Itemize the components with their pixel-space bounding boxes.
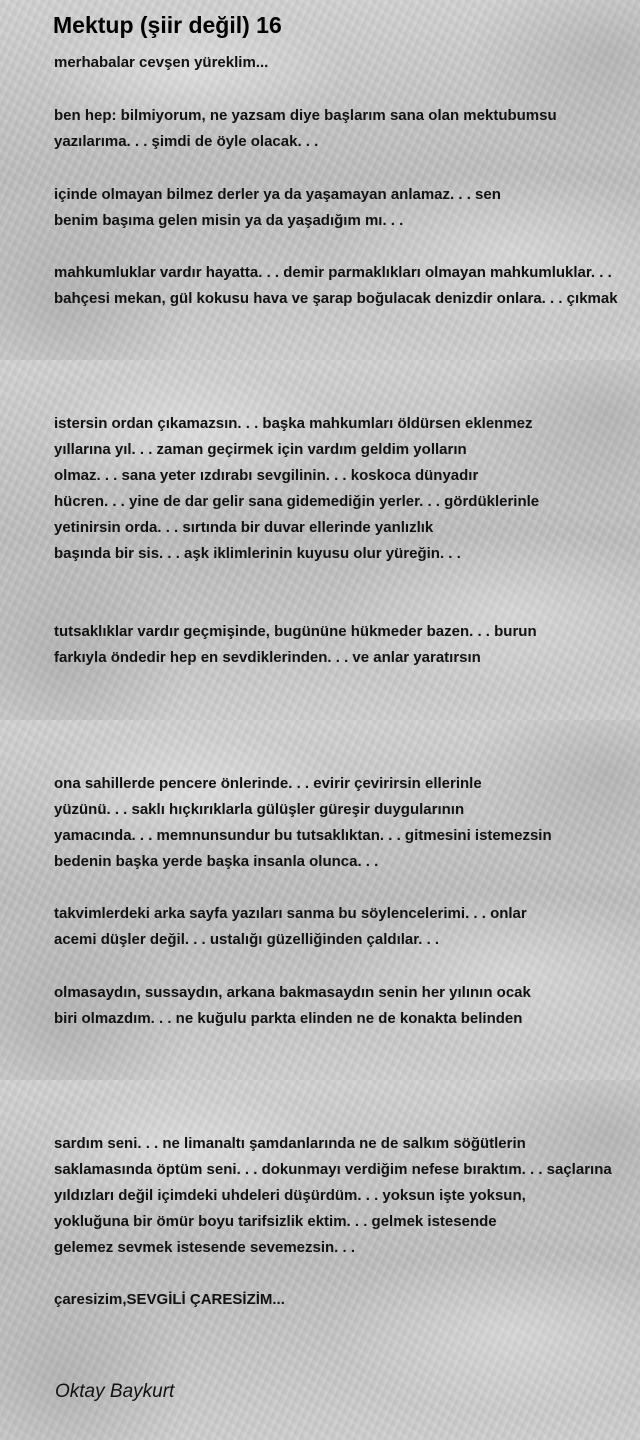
poem-line: bahçesi mekan, gül kokusu hava ve şarap boğulacak denizdir onlara. . . çıkmak: [54, 290, 618, 307]
poem-line: istersin ordan çıkamazsın. . . başka mahkumları öldürsen eklenmez: [54, 415, 533, 432]
author-name: Oktay Baykurt: [55, 1381, 175, 1402]
poem-line: ona sahillerde pencere önlerinde. . . evirir çevirirsin ellerinle: [54, 775, 482, 792]
poem-line: başında bir sis. . . aşk iklimlerinin kuyusu olur yüreğin. . .: [54, 545, 461, 562]
poem-line: tutsaklıklar vardır geçmişinde, bugününe hükmeder bazen. . . burun: [54, 623, 537, 640]
poem-line: biri olmazdım. . . ne kuğulu parkta elinden ne de konakta belinden: [54, 1010, 523, 1027]
poem-line: bedenin başka yerde başka insanla olunca. . .: [54, 853, 379, 870]
poem-line: yıldızları değil içimdeki uhdeleri düşürdüm. . . yoksun işte yoksun,: [54, 1187, 526, 1204]
poem-line: farkıyla öndedir hep en sevdiklerinden. . . ve anlar yaratırsın: [54, 649, 481, 666]
poem-title: Mektup (şiir değil) 16: [53, 12, 282, 38]
poem-line: içinde olmayan bilmez derler ya da yaşamayan anlamaz. . . sen: [54, 186, 501, 203]
poem-line: yetinirsin orda. . . sırtında bir duvar ellerinde yanlızlık: [54, 519, 434, 536]
poem-line: ben hep: bilmiyorum, ne yazsam diye başlarım sana olan mektubumsu: [54, 107, 557, 124]
poem-line: yazılarıma. . . şimdi de öyle olacak. . .: [54, 133, 319, 150]
poem-line: olmasaydın, sussaydın, arkana bakmasaydın senin her yılının ocak: [54, 984, 531, 1001]
poem-line: olmaz. . . sana yeter ızdırabı sevgilinin. . . koskoca dünyadır: [54, 467, 479, 484]
poem-line: hücren. . . yine de dar gelir sana gidemediğin yerler. . . gördüklerinle: [54, 493, 540, 510]
poem-line: yokluğuna bir ömür boyu tarifsizlik ektim. . . gelmek istesende: [54, 1213, 497, 1230]
poem-line: acemi düşler değil. . . ustalığı güzelliğinden çaldılar. . .: [54, 931, 440, 948]
poem-line: takvimlerdeki arka sayfa yazıları sanma bu söylencelerimi. . . onlar: [54, 905, 527, 922]
poem-line: mahkumluklar vardır hayatta. . . demir parmaklıkları olmayan mahkumluklar. . .: [54, 264, 612, 281]
poem-line: benim başıma gelen misin ya da yaşadığım mı. . .: [54, 212, 404, 229]
poem-line: merhabalar cevşen yüreklim...: [54, 54, 269, 71]
poem-line: çaresizim,SEVGİLİ ÇARESİZİM...: [54, 1291, 285, 1308]
poem-line: yıllarına yıl. . . zaman geçirmek için vardım geldim yolların: [54, 441, 467, 458]
poem-line: yamacında. . . memnunsundur bu tutsaklıktan. . . gitmesini istemezsin: [54, 827, 552, 844]
poem-line: saklamasında öptüm seni. . . dokunmayı verdiğim nefese bıraktım. . . saçlarına: [54, 1161, 612, 1178]
poem-line: yüzünü. . . saklı hıçkırıklarla gülüşler güreşir duygularının: [54, 801, 465, 818]
poem-line: gelemez sevmek istesende sevemezsin. . .: [54, 1239, 356, 1256]
poem-line: sardım seni. . . ne limanaltı şamdanlarında ne de salkım söğütlerin: [54, 1135, 526, 1152]
